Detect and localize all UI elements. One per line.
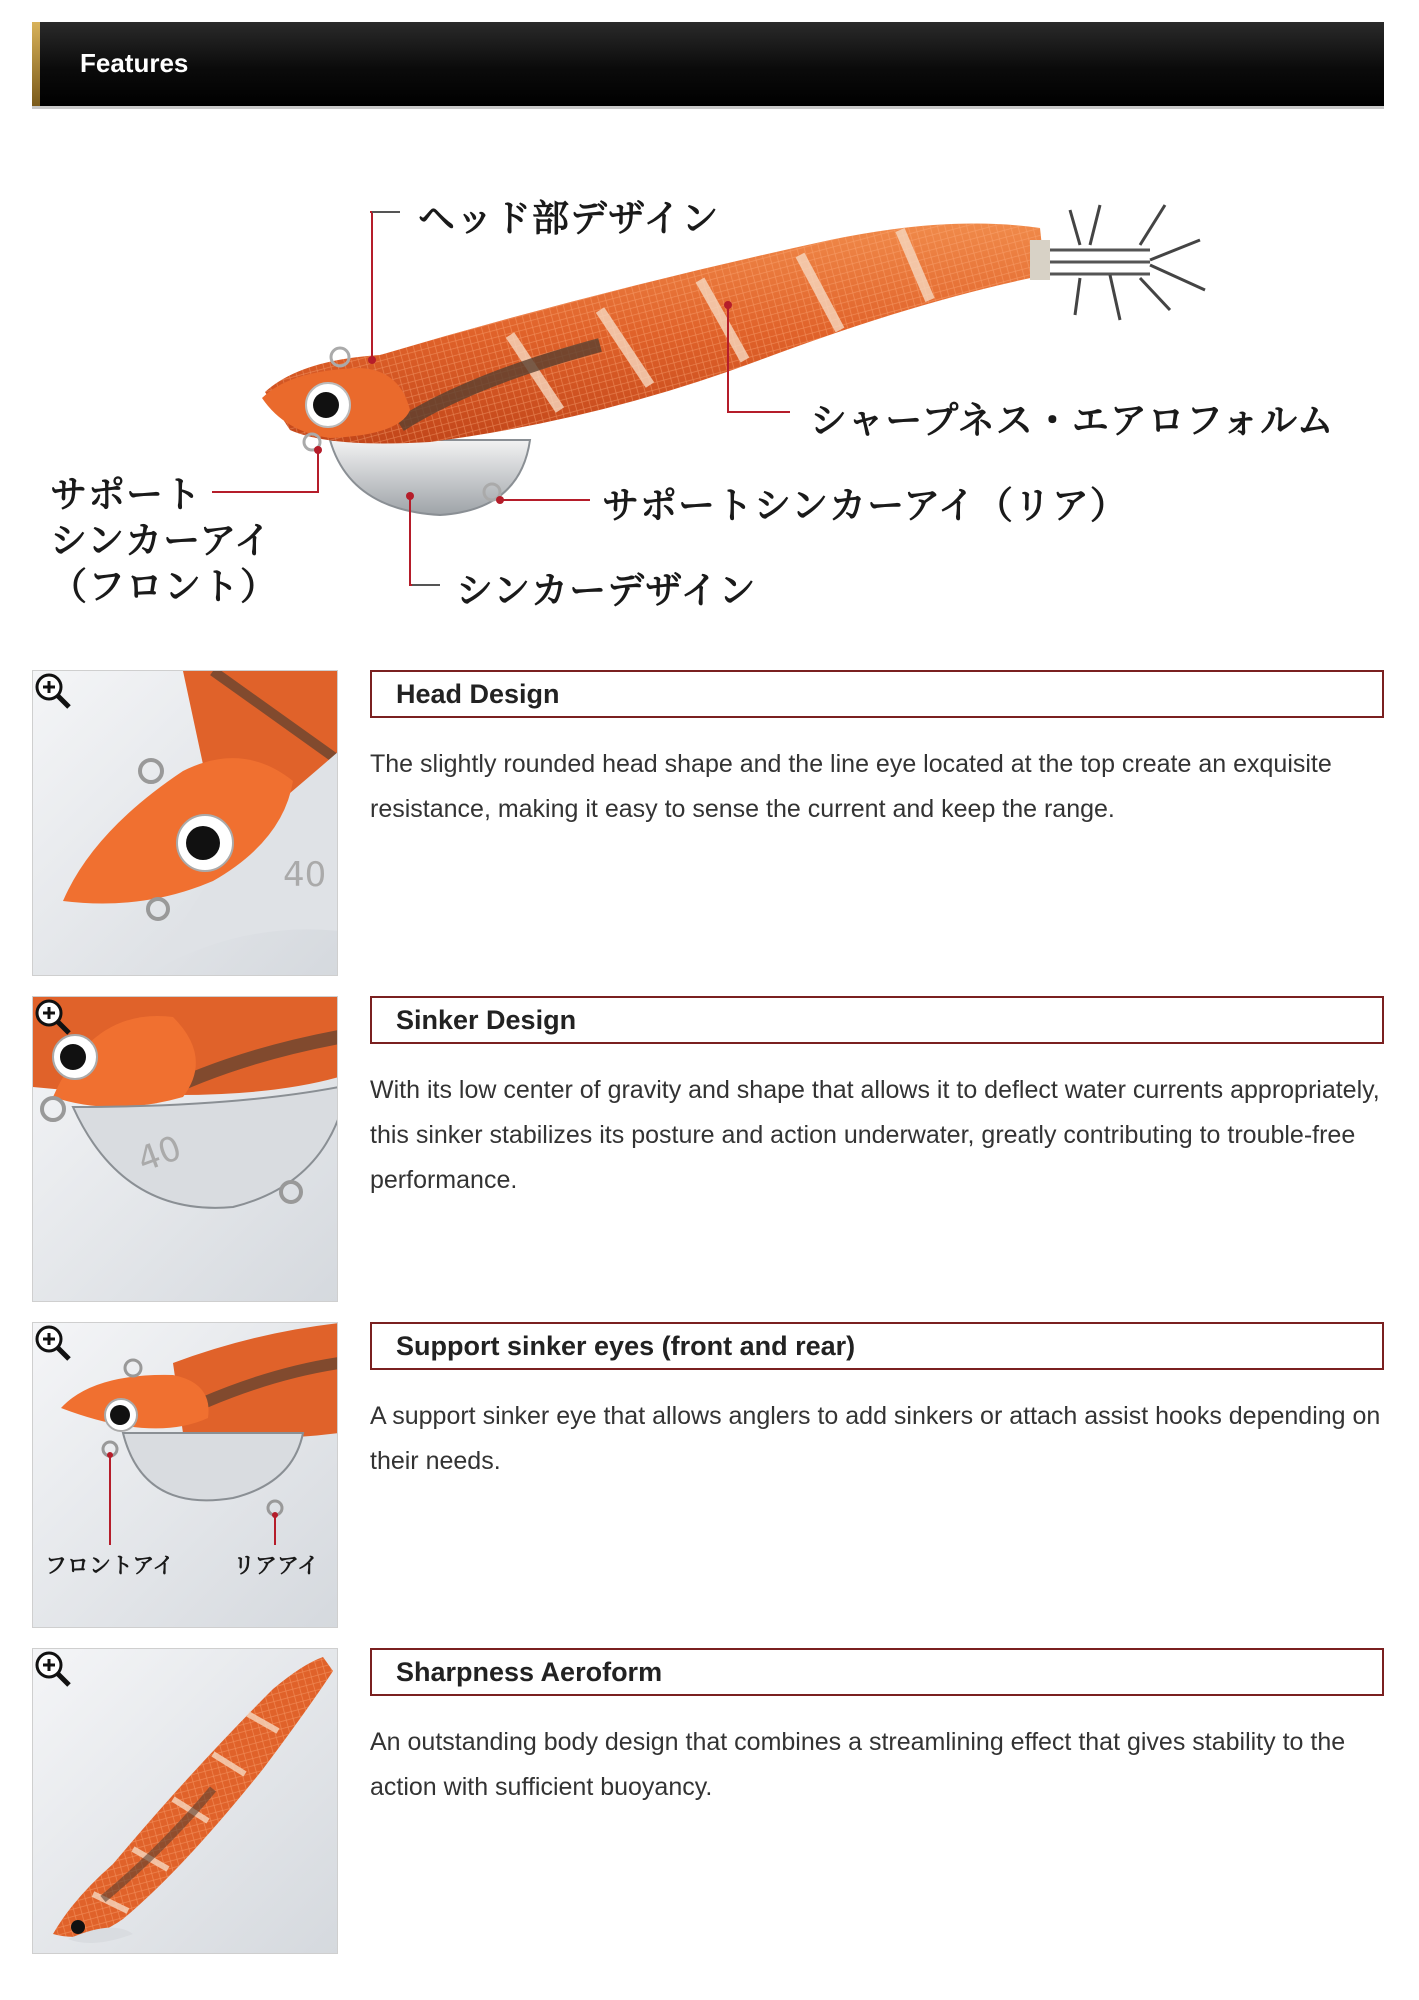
- zoom-icon[interactable]: [33, 1323, 73, 1363]
- label-support-rear: サポートシンカーアイ（リア）: [602, 484, 1128, 527]
- label-support-front: サポート シンカーアイ （フロント）: [50, 473, 278, 608]
- label-sinker-design: シンカーデザイン: [456, 569, 757, 612]
- feature-thumbnail[interactable]: [32, 996, 338, 1302]
- svg-text:40: 40: [283, 855, 327, 895]
- section-title: Features: [80, 48, 189, 78]
- feature-description: A support sinker eye that allows anglers to add sinkers or attach assist hooks depending on their needs.: [370, 1402, 1381, 1475]
- zoom-icon[interactable]: [33, 1649, 73, 1689]
- zoom-icon[interactable]: [33, 671, 73, 711]
- front-eye-label: フロントアイ: [45, 1554, 175, 1579]
- label-head-design: ヘッド部デザイン: [418, 197, 720, 240]
- feature-title: Sinker Design: [370, 996, 1384, 1044]
- zoom-icon[interactable]: [33, 997, 73, 1037]
- feature-description: The slightly rounded head shape and the line eye located at the top create an exquisite resistance, making it easy to sense the current and keep the range.: [370, 750, 1332, 823]
- feature-thumbnail[interactable]: [32, 670, 338, 976]
- feature-description: With its low center of gravity and shape that allows it to deflect water currents appropriately, this sinker stabilizes its posture and action underwater, greatly contributing to trouble-free performance.: [370, 1076, 1380, 1194]
- feature-row-sinker-design: [32, 996, 1384, 1302]
- feature-row-sharpness-aeroform: [32, 1648, 1384, 1954]
- feature-description: An outstanding body design that combines a streamlining effect that gives stability to the action with sufficient buoyancy.: [370, 1728, 1346, 1801]
- feature-thumbnail[interactable]: [32, 1648, 338, 1954]
- svg-text:40: 40: [132, 1128, 187, 1181]
- feature-title: Support sinker eyes (front and rear): [370, 1322, 1384, 1370]
- rear-eye-label: リアアイ: [233, 1554, 320, 1579]
- feature-row-head-design: [32, 670, 1384, 976]
- feature-title: Head Design: [370, 670, 1384, 718]
- feature-thumbnail[interactable]: [32, 1322, 338, 1628]
- section-header: [32, 22, 1384, 106]
- feature-row-support-sinker-eyes: [32, 1322, 1384, 1628]
- label-sharpness-aeroform: シャープネス・エアロフォルム: [810, 399, 1335, 442]
- feature-title: Sharpness Aeroform: [370, 1648, 1384, 1696]
- lure-diagram: [0, 170, 1419, 630]
